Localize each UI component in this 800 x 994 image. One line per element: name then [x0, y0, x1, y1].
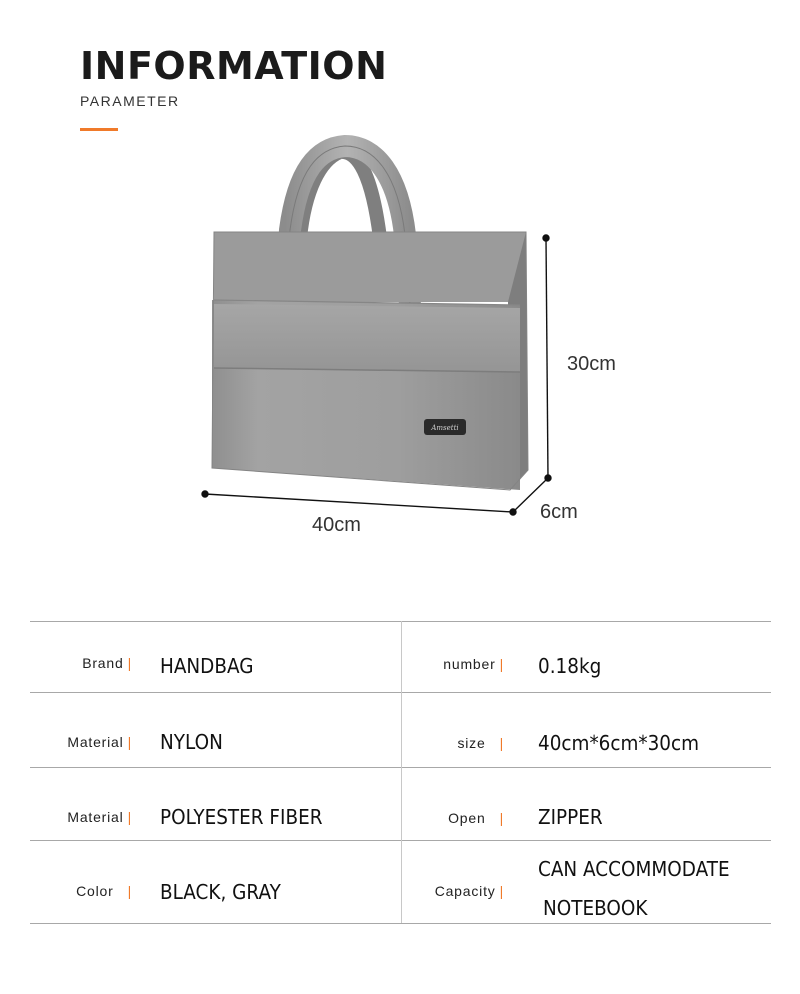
spec-value-material-2: POLYESTER FIBER	[160, 805, 323, 829]
spec-value-number: 0.18kg	[538, 654, 602, 678]
depth-dimension-label: 6cm	[540, 501, 578, 523]
spec-label-capacity: Capacity |	[434, 883, 504, 899]
brand-patch-icon	[424, 419, 466, 435]
spec-value-capacity-line2: NOTEBOOK	[543, 896, 648, 920]
table-divider	[30, 923, 771, 924]
spec-value-brand: HANDBAG	[160, 654, 254, 678]
spec-value-size: 40cm*6cm*30cm	[538, 731, 700, 755]
spec-value-open: ZIPPER	[538, 805, 603, 829]
spec-value-material: NYLON	[160, 730, 223, 754]
table-column-divider	[401, 621, 402, 923]
spec-label-open: Open |	[448, 810, 504, 826]
spec-label-brand: Brand |	[82, 655, 132, 671]
spec-label-size: size |	[457, 735, 504, 751]
spec-label-color: Color |	[76, 883, 132, 899]
height-dimension-label: 30cm	[567, 353, 616, 375]
page-subtitle: PARAMETER	[80, 93, 180, 109]
page-title: INFORMATION	[80, 44, 388, 88]
spec-label-number: number |	[443, 656, 504, 672]
spec-value-color: BLACK, GRAY	[160, 880, 281, 904]
width-dimension-label: 40cm	[312, 514, 361, 536]
svg-text:Amsetti: Amsetti	[431, 424, 459, 432]
spec-label-material: Material |	[67, 734, 132, 750]
spec-value-capacity-line1: CAN ACCOMMODATE	[538, 857, 730, 881]
spec-label-material-2: Material |	[67, 809, 132, 825]
